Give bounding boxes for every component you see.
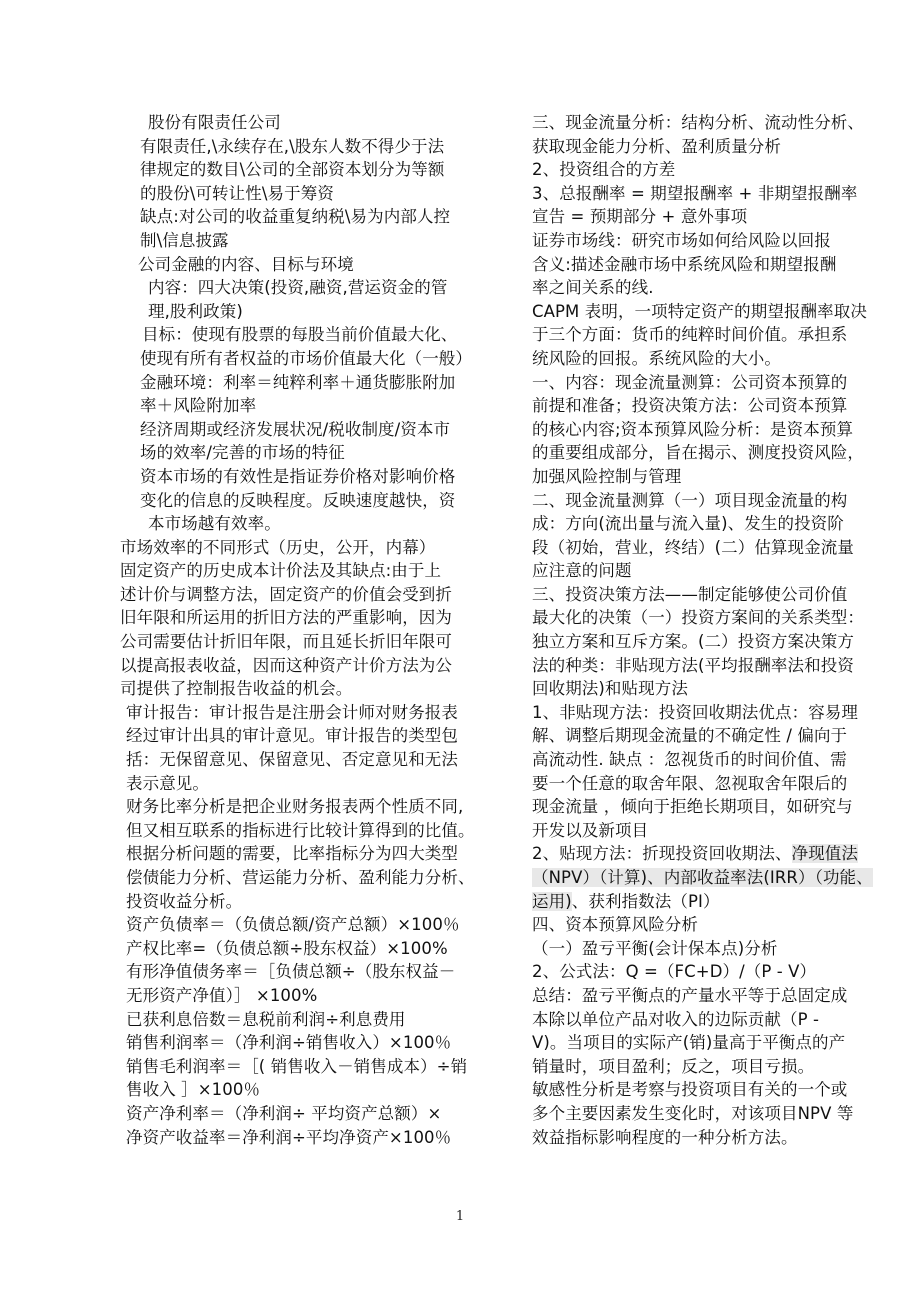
text-line: 证券市场线：研究市场如何给风险以回报 [532, 230, 831, 250]
text-line: 率之间关系的线. [532, 278, 654, 298]
text-line: 回收期法)和贴现方法 [532, 679, 688, 699]
text-line: 率＋风险附加率 [140, 396, 257, 416]
text-line: 本除以单位产品对收入的边际贡献（P - [532, 1009, 820, 1029]
text-line: 成：方向(流出量与流入量)、发生的投资阶 [532, 514, 844, 534]
text-line: 变化的信息的反映程度。反映速度越快，资 [140, 490, 456, 510]
text-line: 一、内容：现金流量测算：公司资本预算的 [532, 372, 848, 392]
text-line: CAPM 表明，一项特定资产的期望报酬率取决 [532, 301, 867, 321]
text-line: 含义:描述金融市场中系统风险和期望报酬 [532, 254, 837, 274]
highlighted-text: （NPV）（计算)、内部收益率法(IRR）（功能、 [532, 868, 873, 887]
text-line: 金融环境：利率＝纯粹利率＋通货膨胀附加 [140, 372, 456, 392]
text-line: 使现有所有者权益的市场价值最大化（一般） [140, 348, 472, 368]
text-line: 三、投资决策方法——制定能够使公司价值 [532, 584, 848, 604]
text-line: 净资产收益率＝净利润÷平均净资产×100％ [126, 1127, 452, 1147]
text-line: 本市场越有效率。 [148, 514, 281, 534]
text-line: 表示意见。 [126, 773, 209, 793]
text-line: 三、现金流量分析：结构分析、流动性分析、 [532, 113, 864, 132]
text-line: 最大化的决策（一）投资方案间的关系类型： [532, 608, 864, 628]
text-line: 目标：使现有股票的每股当前价值最大化、 [142, 325, 458, 345]
text-line: 应注意的问题 [532, 561, 632, 581]
text-line: 统风险的回报。系统风险的大小。 [532, 348, 781, 368]
text-line: 投资收益分析。 [126, 891, 243, 911]
text-line: 要一个任意的取舍年限、忽视取舍年限后的 [532, 773, 848, 793]
text-line: 制\信息披露 [140, 230, 229, 250]
text-line: 2、公式法：Q =（FC+D）/（P - V） [532, 962, 817, 982]
highlighted-text: 运用) [532, 891, 572, 911]
text-line: 段（初始，营业，终结）(二）估算现金流量 [532, 537, 854, 557]
text-line [530, 842, 900, 866]
text-line: 律规定的数目\公司的全部资本划分为等额 [140, 160, 445, 180]
text-line: V)。当项目的实际产(销)量高于平衡点的产 [532, 1033, 846, 1053]
text-line: 销量时，项目盈利；反之，项目亏损。 [532, 1056, 815, 1076]
text-line: 场的效率/完善的市场的特征 [140, 443, 345, 463]
text-line: 旧年限和所运用的折旧方法的严重影响，因为 [120, 608, 452, 628]
page-number: 1 [455, 1209, 465, 1224]
text-line: 以提高报表收益，因而这种资产计价方法为公 [120, 655, 452, 675]
text-line: 根据分析问题的需要，比率指标分为四大类型 [126, 844, 458, 864]
text-line: 四、资本预算风险分析 [532, 915, 698, 935]
text-line: 理,股利政策) [148, 301, 243, 321]
text-line: 销售毛利润率＝［( 销售收入－销售成本）÷销 [126, 1056, 468, 1076]
text-line: 偿债能力分析、营运能力分析、盈利能力分析、 [126, 868, 475, 887]
text-line: 公司金融的内容、目标与环境 [138, 254, 354, 274]
text-line: 于三个方面：货币的纯粹时间价值。承担系 [532, 325, 848, 345]
text-line: 述计价与调整方法，固定资产的价值会受到折 [120, 584, 452, 604]
text-line: 公司需要估计折旧年限，而且延长折旧年限可 [120, 632, 452, 652]
text-line: 独立方案和互斥方案。(二）投资方案决策方 [532, 632, 854, 652]
text-line: 加强风险控制与管理 [532, 466, 682, 486]
text-line: 现金流量 ，倾向于拒绝长期项目，如研究与 [532, 797, 853, 817]
text-line: 销售利润率＝（净利润÷销售收入）×100％ [126, 1033, 452, 1053]
text-line: 括：无保留意见、保留意见、否定意见和无法 [126, 750, 458, 770]
text-line: 但又相互联系的指标进行比较计算得到的比值。 [126, 820, 475, 840]
text-line: 1、非贴现方法：投资回收期法优点：容易理 [532, 702, 858, 722]
text-line: 前提和准备；投资决策方法：公司资本预算 [532, 396, 848, 416]
text-line: 法的种类：非贴现方法(平均报酬率法和投资 [532, 655, 854, 675]
text-line: （一）盈亏平衡(会计保本点)分析 [532, 938, 778, 958]
left-column [120, 111, 508, 1149]
text-line: 高流动性. 缺点 ：忽视货币的时间价值、需 [532, 750, 847, 770]
text-line: 产权比率=（负债总额÷股东权益）×100% [126, 938, 448, 958]
text-line: 司提供了控制报告收益的机会。 [120, 679, 353, 699]
text-line [530, 890, 900, 914]
text-line: 资本市场的有效性是指证券价格对影响价格 [140, 466, 456, 486]
text-line: 经济周期或经济发展状况/税收制度/资本市 [140, 419, 451, 439]
text-line: 效益指标影响程度的一种分析方法。 [532, 1127, 798, 1147]
text-line: 的核心内容;资本预算风险分析：是资本预算 [532, 419, 854, 439]
text-line: 缺点:对公司的收益重复纳税\易为内部人控 [140, 207, 451, 227]
text-line: 财务比率分析是把企业财务报表两个性质不同, [126, 797, 464, 817]
text-line: 有形净值债务率＝［负债总额÷（股东权益－ [126, 962, 456, 982]
text-line: 二、现金流量测算（一）项目现金流量的构 [532, 490, 848, 510]
text-line: 经过审计出具的审计意见。审计报告的类型包 [126, 726, 458, 746]
text-line: 内容：四大决策(投资,融资,营运资金的管 [148, 278, 448, 298]
highlighted-text: 净现值法 [791, 844, 859, 864]
text-line: 敏感性分析是考察与投资项目有关的一个或 [532, 1080, 848, 1100]
text-line: 总结：盈亏平衡点的产量水平等于总固定成 [532, 985, 848, 1005]
text-line: 审计报告：审计报告是注册会计师对财务报表 [126, 702, 458, 722]
text-line: 开发以及新项目 [532, 820, 649, 840]
text-line: 股份有限责任公司 [148, 113, 281, 132]
text-line: 固定资产的历史成本计价法及其缺点:由于上 [120, 561, 442, 581]
text-line: 解、调整后期现金流量的不确定性 / 偏向于 [532, 726, 848, 746]
text-line: 多个主要因素发生变化时，对该项目NPV 等 [532, 1103, 854, 1123]
text-line: 资产净利率＝（净利润÷ 平均资产总额）× [126, 1103, 442, 1123]
text-line: 的股份\可转让性\易于筹资 [140, 183, 334, 203]
text-line: 已获利息倍数＝息税前利润÷利息费用 [126, 1009, 406, 1029]
text-line: 市场效率的不同形式（历史，公开，内幕） [120, 537, 436, 557]
text-line: 资产负债率＝（负债总额/资产总额）×100％ [126, 915, 460, 935]
text-line: 获取现金能力分析、盈利质量分析 [532, 136, 781, 156]
text-segment: 、获利指数法（PI） [571, 891, 720, 911]
text-line: 的重要组成部分，旨在揭示、测度投资风险， [532, 443, 864, 463]
text-line: 2、投资组合的方差 [532, 160, 676, 180]
text-line: 3、总报酬率 = 期望报酬率 + 非期望报酬率 [532, 183, 858, 203]
text-segment: 2、贴现方法：折现投资回收期法、 [532, 844, 792, 864]
text-line [530, 866, 900, 890]
text-line: 无形资产净值）］ ×100% [126, 985, 318, 1005]
text-line: 售收入 ］×100％ [126, 1080, 261, 1100]
text-line: 宣告 = 预期部分 + 意外事项 [532, 207, 748, 227]
text-line: 有限责任,\永续存在,\股东人数不得少于法 [140, 136, 445, 156]
right-column [530, 111, 900, 1149]
